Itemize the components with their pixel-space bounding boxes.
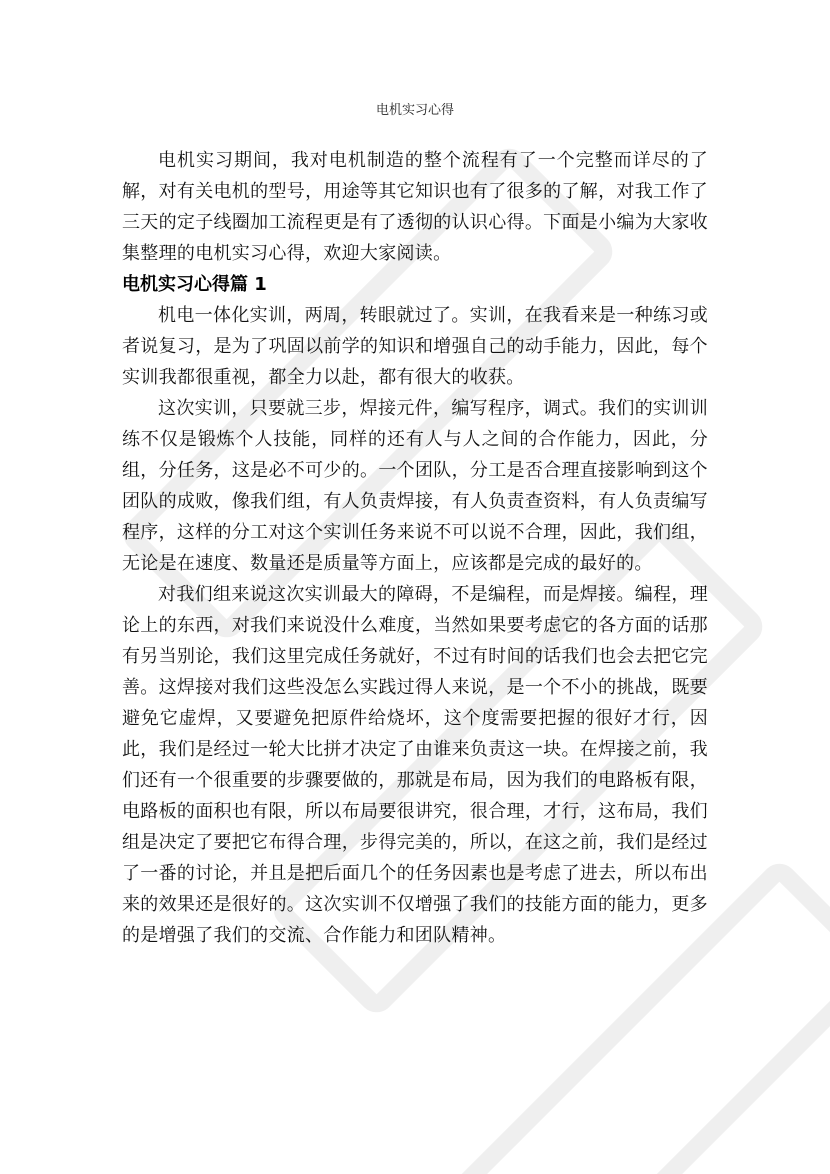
document-body	[122, 145, 708, 951]
section-title: 电机实习心得篇 1	[122, 274, 267, 295]
body-paragraph: 对我们组来说这次实训最大的障碍，不是编程，而是焊接。编程，理论上的东西，对我们来说没什么难度，当然如果要考虑它的各方面的话那有另当别论，我们这里完成任务就好，不过有时间的话我们也会去把它完善。这焊接对我们这些没怎么实践过得人来说，是一个不小的挑战，既要避免它虚焊，又要避免把原件给烧坏，这个度需要把握的很好才行，因此，我们是经过一轮大比拼才决定了由谁来负责这一块。在焊接之前，我们还有一个很重要的步骤要做的，那就是布局，因为我们的电路板有限，电路板的面积也有限，所以布局要很讲究，很合理，才行，这布局，我们组是决定了要把它布得合理，步得完美的，所以，在这之前，我们是经过了一番的讨论，并且是把后面几个的任务因素也是考虑了进去，所以布出来的效果还是很好的。这次实训不仅增强了我们的技能方面的能力，更多的是增强了我们的交流、合作能力和团队精神。	[122, 584, 708, 946]
body-paragraph: 这次实训，只要就三步，焊接元件，编写程序，调式。我们的实训训练不仅是锻炼个人技能，同样的还有人与人之间的合作能力，因此，分组，分任务，这是必不可少的。一个团队，分工是否合理直接影响到这个团队的成败，像我们组，有人负责焊接，有人负责查资料，有人负责编写程序，这样的分工对这个实训任务来说不可以说不合理，因此，我们组，无论是在速度、数量还是质量等方面上，应该都是完成的最好的。	[122, 398, 708, 574]
intro-paragraph: 电机实习期间，我对电机制造的整个流程有了一个完整而详尽的了解，对有关电机的型号，用途等其它知识也有了很多的了解，对我工作了三天的定子线圈加工流程更是有了透彻的认识心得。下面是小编为大家收集整理的电机实习心得，欢迎大家阅读。	[122, 150, 708, 264]
document-title: 电机实习心得	[375, 103, 454, 118]
body-paragraph: 机电一体化实训，两周，转眼就过了。实训，在我看来是一种练习或者说复习，是为了巩固以前学的知识和增强自己的动手能力，因此，每个实训我都很重视，都全力以赴，都有很大的收获。	[122, 305, 708, 388]
